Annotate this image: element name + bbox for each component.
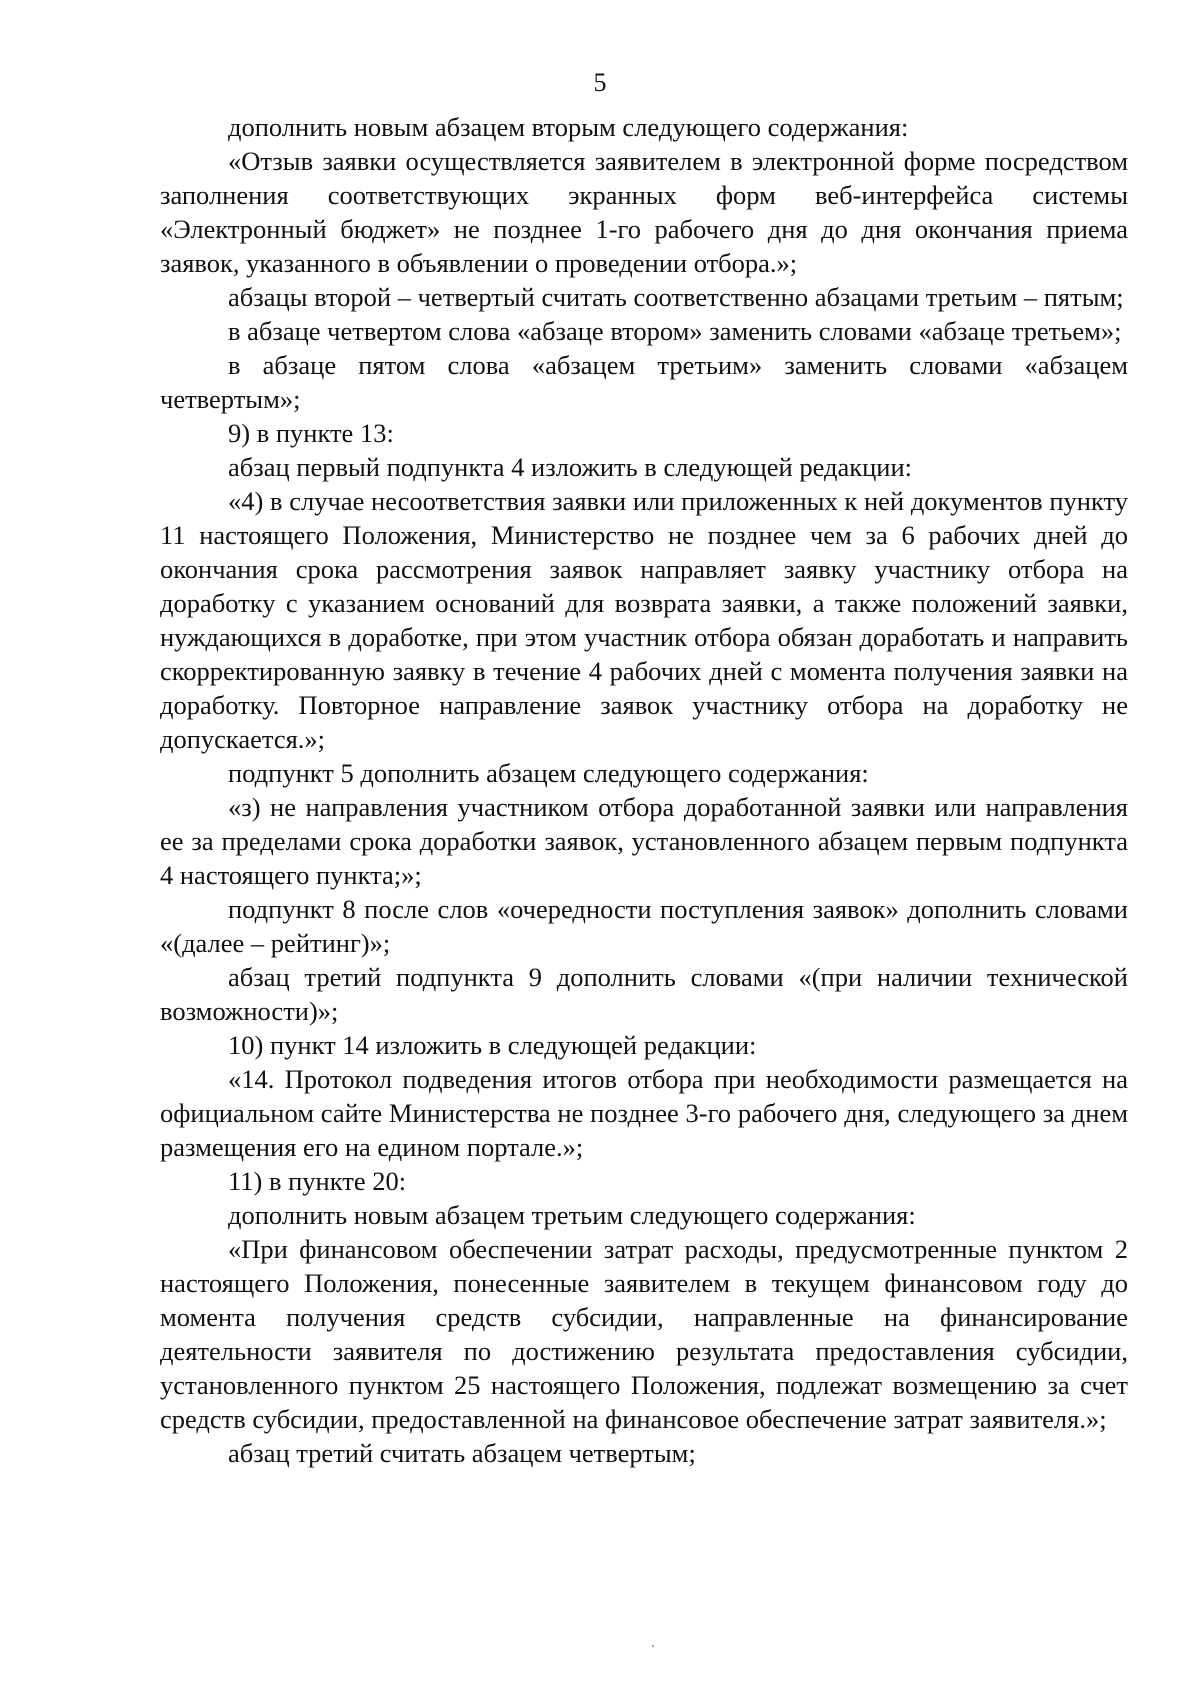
paragraph: абзац первый подпункта 4 изложить в следующей редакции: — [228, 452, 913, 482]
paragraph: «При финансовом обеспечении затрат расходы, предусмотренные пунктом 2 настоящего Положения, понесенные заявителем в текущем финансовом году до момента получения средств субсидии, направленные на финансирование деятельности заявителя по достижению результата предоставления субсидии, установленного пунктом 25 настоящего Положения, подлежат возмещению за счет средств субсидии, предоставленной на финансовое обеспечение затрат заявителя.»; — [160, 1234, 1128, 1434]
page-number: 5 — [593, 68, 607, 97]
paragraph: «з) не направления участником отбора доработанной заявки или направления ее за пределами срока доработки заявок, установленного абзацем первым подпункта 4 настоящего пункта;»; — [160, 792, 1128, 890]
paragraph: 11) в пункте 20: — [228, 1166, 407, 1196]
paragraph: абзац третий подпункта 9 дополнить словами «(при наличии технической возможности)»; — [160, 962, 1128, 1026]
paragraph: абзац третий считать абзацем четвертым; — [228, 1438, 696, 1468]
paragraph: подпункт 8 после слов «очередности поступления заявок» дополнить словами «(далее – рейтинг)»; — [160, 894, 1128, 958]
paragraph: подпункт 5 дополнить абзацем следующего содержания: — [228, 758, 869, 788]
paragraph: в абзаце четвертом слова «абзаце втором» заменить словами «абзаце третьем»; — [228, 316, 1122, 346]
document-body — [160, 110, 1128, 1470]
paragraph: дополнить новым абзацем вторым следующего содержания: — [228, 112, 909, 142]
paragraph: «14. Протокол подведения итогов отбора при необходимости размещается на официальном сайте Министерства не позднее 3-го рабочего дня, следующего за днем размещения его на едином портале.»; — [160, 1064, 1128, 1162]
paragraph: в абзаце пятом слова «абзацем третьим» заменить словами «абзацем четвертым»; — [160, 350, 1128, 414]
paragraph: 10) пункт 14 изложить в следующей редакции: — [228, 1030, 757, 1060]
paragraph: «4) в случае несоответствия заявки или приложенных к ней документов пункту 11 настоящего Положения, Министерство не позднее чем за 6 рабочих дней до окончания срока рассмотрения заявок направляет заявку участнику отбора на доработку с указанием оснований для возврата заявки, а также положений заявки, нуждающихся в доработке, при этом участник отбора обязан доработать и направить скорректированную заявку в течение 4 рабочих дней с момента получения заявки на доработку. Повторное направление заявок участнику отбора на доработку не допускается.»; — [160, 486, 1128, 754]
paragraph: 9) в пункте 13: — [228, 418, 394, 448]
paragraph: абзацы второй – четвертый считать соответственно абзацами третьим – пятым; — [228, 282, 1124, 312]
scan-speck — [652, 1645, 654, 1647]
paragraph: дополнить новым абзацем третьим следующего содержания: — [228, 1200, 916, 1230]
paragraph: «Отзыв заявки осуществляется заявителем в электронной форме посредством заполнения соответствующих экранных форм веб-интерфейса системы «Электронный бюджет» не позднее 1-го рабочего дня до дня окончания приема заявок, указанного в объявлении о проведении отбора.»; — [160, 146, 1128, 278]
